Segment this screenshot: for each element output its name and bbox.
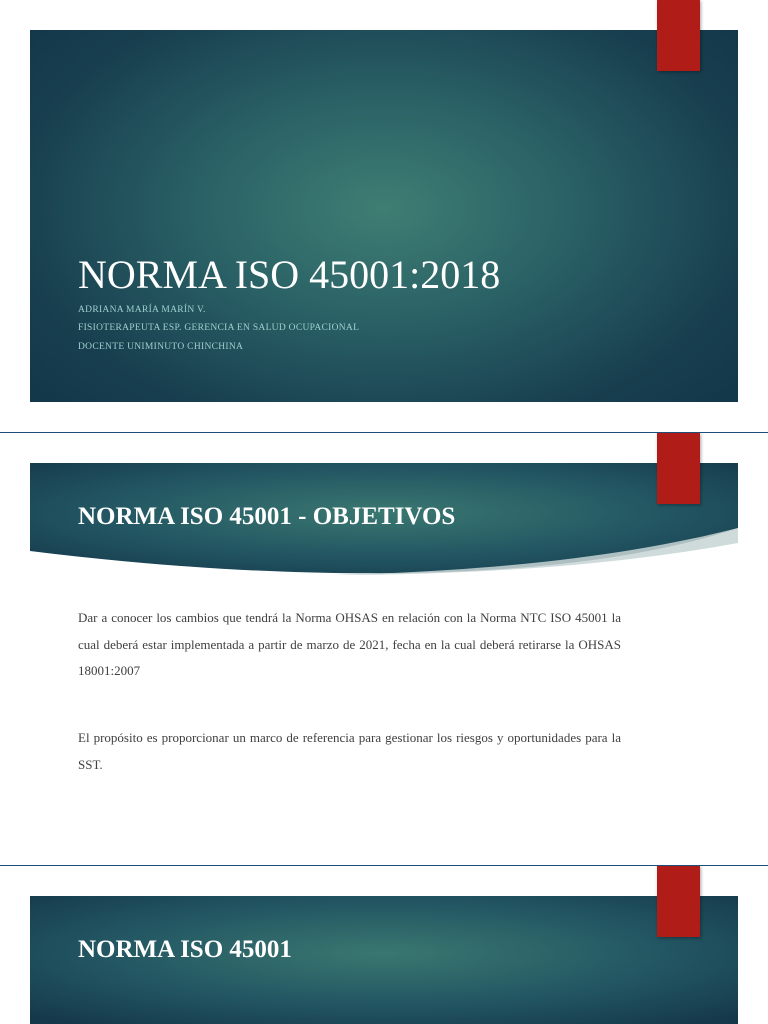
slide-heading: NORMA ISO 45001 - OBJETIVOS bbox=[78, 503, 456, 530]
paragraph-objective: Dar a conocer los cambios que tendrá la Norma OHSAS en relación con la Norma NTC ISO 45001 la cual deberá estar implementada a partir de marzo de 2021, fecha en la cual deberá retirarse la OHSAS 18001:2007 bbox=[78, 610, 621, 678]
red-bookmark-tab bbox=[657, 0, 700, 71]
red-bookmark-tab bbox=[657, 866, 700, 937]
red-bookmark-tab bbox=[657, 433, 700, 504]
slide-heading: NORMA ISO 45001 bbox=[78, 936, 292, 963]
paragraph-purpose: El propósito es proporcionar un marco de referencia para gestionar los riesgos y oportunidades para la SST. bbox=[78, 730, 621, 772]
slide-norma bbox=[0, 866, 768, 1024]
slide-objectives bbox=[0, 433, 768, 865]
presentation-title: NORMA ISO 45001:2018 bbox=[78, 252, 501, 297]
author-affiliation: DOCENTE UNIMINUTO CHINCHINA bbox=[78, 342, 244, 352]
slide-title bbox=[0, 0, 768, 432]
author-name: ADRIANA MARÍA MARÍN V. bbox=[78, 305, 206, 315]
author-profession: FISIOTERAPEUTA ESP. GERENCIA EN SALUD OCUPACIONAL bbox=[78, 323, 360, 333]
